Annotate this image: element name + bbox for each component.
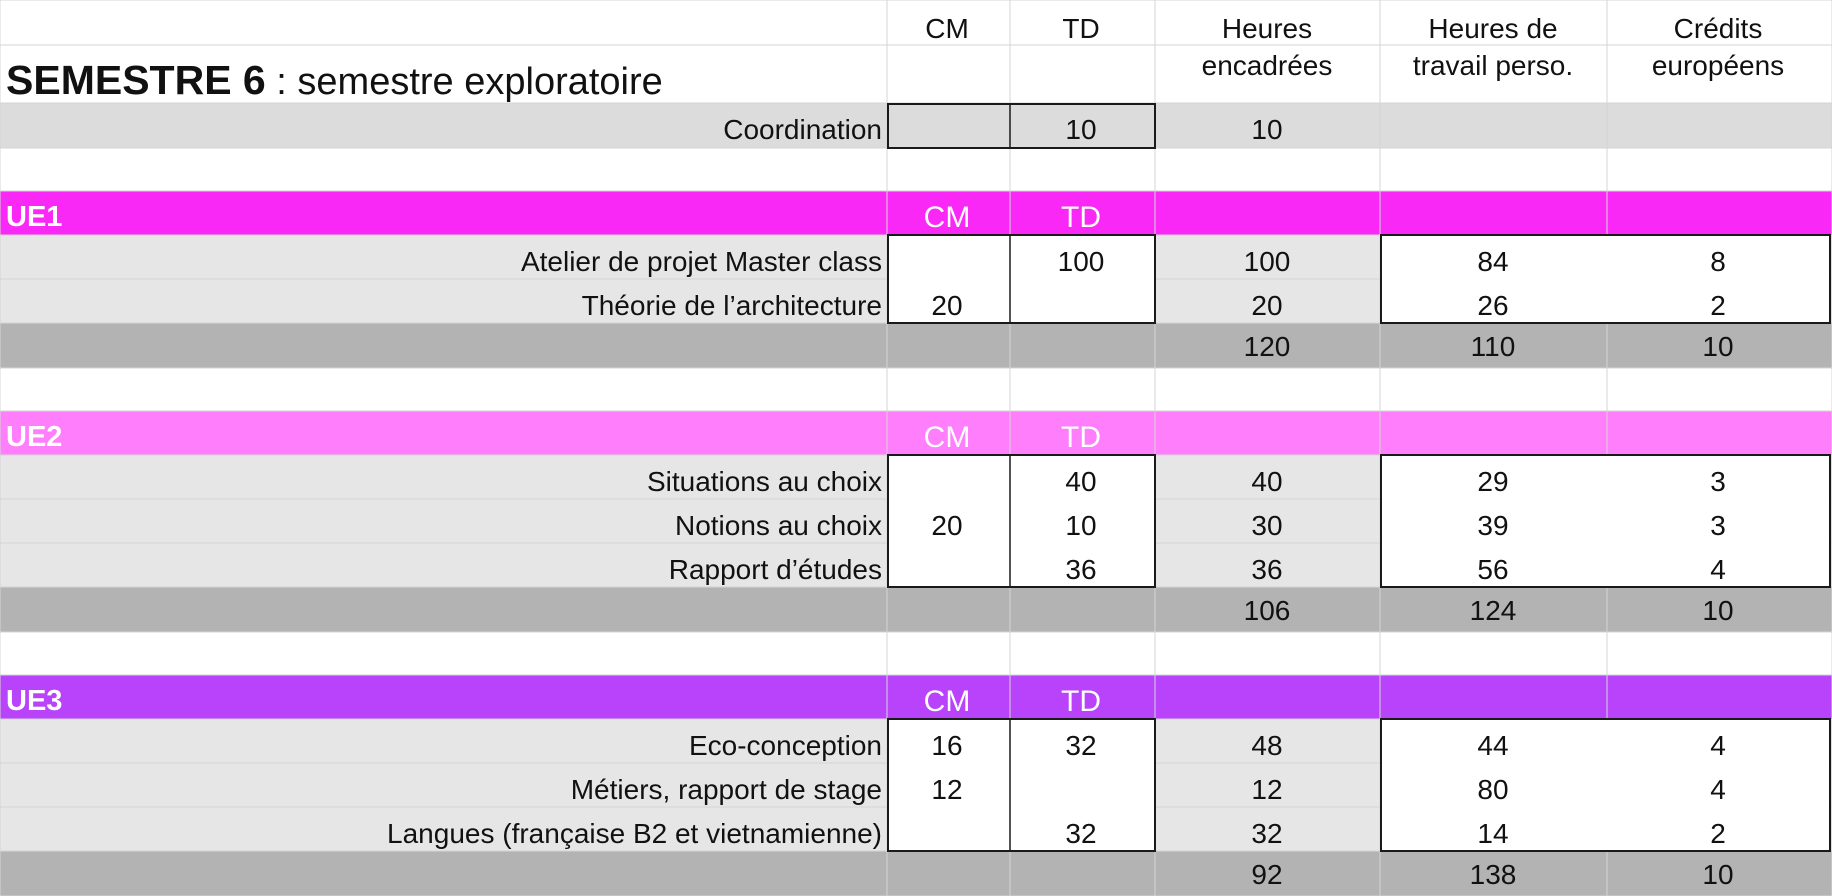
ue2-row1-cred: 3 (1710, 466, 1726, 497)
header-heures-encadrees-line2: encadrées (1201, 50, 1333, 81)
ue3-row2-label: Métiers, rapport de stage (570, 774, 882, 805)
ue2-row1-perso: 29 (1477, 466, 1509, 497)
header-travail-perso-line1: Heures de (1428, 13, 1558, 44)
ue1-row1-enc: 100 (1243, 246, 1291, 277)
ue1-total-cred: 10 (1702, 331, 1734, 362)
semester-title-bold: SEMESTRE 6 (6, 57, 266, 103)
ue2-row2-label: Notions au choix (674, 510, 882, 541)
ue3-row1-perso: 44 (1477, 730, 1509, 761)
ue2-row3-td: 36 (1065, 554, 1097, 585)
ue2-row3-label: Rapport d’études (668, 554, 882, 585)
ue3-row2-enc: 12 (1251, 774, 1283, 805)
header-td: TD (1062, 13, 1100, 44)
ue3-row2-cm: 12 (931, 774, 963, 805)
ue3-td-label: TD (1061, 685, 1101, 718)
ue3-row2-perso: 80 (1477, 774, 1509, 805)
ue3-row2-cred: 4 (1710, 774, 1726, 805)
ue3-total-perso: 138 (1469, 859, 1517, 890)
ue1-row1-cred: 8 (1710, 246, 1726, 277)
ue2-cm-label: CM (923, 421, 971, 454)
ue2-row2-cm: 20 (931, 510, 963, 541)
ue2-td-label: TD (1061, 421, 1101, 454)
ue2-row1-td: 40 (1065, 466, 1097, 497)
ue1-row2-cred: 2 (1710, 290, 1726, 321)
ue1-row2-perso: 26 (1477, 290, 1509, 321)
ue3-row3-perso: 14 (1477, 818, 1509, 849)
ue1-row2-cm: 20 (931, 290, 963, 321)
ue1-total-perso: 110 (1470, 331, 1516, 362)
ue2-row2-td: 10 (1065, 510, 1097, 541)
ue1-td-label: TD (1061, 201, 1101, 234)
ue1-row1-td: 100 (1057, 246, 1105, 277)
ue1-row1-label: Atelier de projet Master class (520, 246, 882, 277)
ue3-total-cred: 10 (1702, 859, 1734, 890)
ue3-total-enc: 92 (1251, 859, 1283, 890)
ue3-row1-cred: 4 (1710, 730, 1726, 761)
ue2-row3-perso: 56 (1477, 554, 1509, 585)
header-credits-line1: Crédits (1673, 13, 1763, 44)
semester-title (6, 57, 663, 103)
coordination-label: Coordination (723, 114, 882, 145)
ue2-row3-enc: 36 (1251, 554, 1283, 585)
ue3-name: UE3 (6, 685, 63, 717)
coordination-enc: 10 (1251, 114, 1283, 145)
header-cm: CM (925, 13, 969, 44)
ue1-name: UE1 (6, 201, 63, 233)
ue3-row3-label: Langues (française B2 et vietnamienne) (387, 818, 882, 849)
ue1-row2-enc: 20 (1251, 290, 1283, 321)
ue2-row3-cred: 4 (1710, 554, 1726, 585)
ue2-row2-cred: 3 (1710, 510, 1726, 541)
ue3-cm-label: CM (923, 685, 971, 718)
ue3-row3-cred: 2 (1710, 818, 1726, 849)
header-travail-perso-line2: travail perso. (1412, 50, 1574, 81)
ue2-total-cred: 10 (1702, 595, 1734, 626)
header-heures-encadrees-line1: Heures (1221, 13, 1313, 44)
ue3-row3-enc: 32 (1251, 818, 1283, 849)
ue2-row2-enc: 30 (1251, 510, 1283, 541)
ue2-total-perso: 124 (1469, 595, 1517, 626)
coordination-td: 10 (1065, 114, 1097, 145)
ue2-total-enc: 106 (1243, 595, 1291, 626)
ue2-row2-perso: 39 (1477, 510, 1509, 541)
header-credits-line2: européens (1651, 50, 1785, 81)
ue2-name: UE2 (6, 421, 63, 453)
semester-title-rest: : semestre exploratoire (265, 61, 663, 103)
ue3-row1-label: Eco-conception (688, 730, 882, 761)
ue1-row1-perso: 84 (1477, 246, 1509, 277)
ue3-row3-td: 32 (1065, 818, 1097, 849)
ue3-row1-cm: 16 (931, 730, 963, 761)
ue1-cm-label: CM (923, 201, 971, 234)
ue2-row1-enc: 40 (1251, 466, 1283, 497)
ue1-row2-label: Théorie de l’architecture (581, 290, 882, 321)
ue1-total-enc: 120 (1243, 331, 1291, 362)
ue2-row1-label: Situations au choix (646, 466, 882, 497)
ue3-row1-td: 32 (1065, 730, 1097, 761)
ue3-row1-enc: 48 (1251, 730, 1283, 761)
